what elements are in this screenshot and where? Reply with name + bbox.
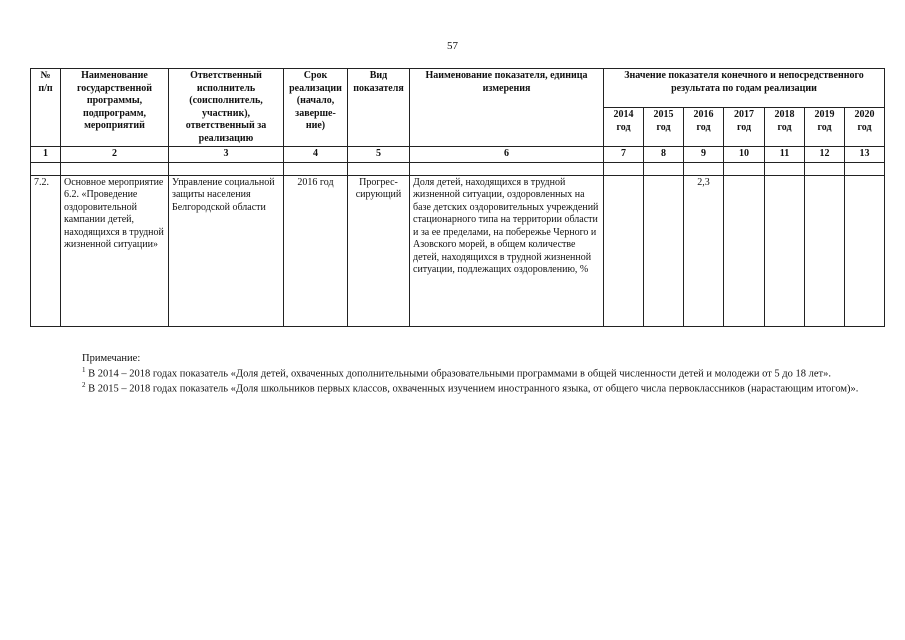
row-value-2016: 2,3 (684, 175, 724, 326)
header-type: Вид показателя (348, 69, 410, 147)
header-num: № п/п (31, 69, 61, 147)
spacer-row (31, 162, 885, 175)
column-number: 13 (845, 147, 885, 163)
header-year: 2020 год (845, 108, 885, 147)
header-year: 2014 год (604, 108, 644, 147)
column-number: 8 (644, 147, 684, 163)
row-term: 2016 год (284, 175, 348, 326)
header-row (31, 69, 885, 108)
row-indicator: Доля детей, находящихся в трудной жизненной ситуации, оздоровленных на базе детских оздоровительных учреждений стационарного типа на территории области и за ее пределами, на побережье Черного и Азовского морей, в общем количестве детей, находящихся в трудной жизненной ситуации, подлежащих оздоровлению, % (410, 175, 604, 326)
header-year: 2016 год (684, 108, 724, 147)
row-responsible: Управление социальной защиты населения Белгородской области (169, 175, 284, 326)
notes (42, 352, 880, 396)
header-indicator: Наименование показателя, единица измерения (410, 69, 604, 147)
column-number: 7 (604, 147, 644, 163)
row-value-2019 (805, 175, 845, 326)
header-name: Наименование государственной программы, подпрограмм, мероприятий (61, 69, 169, 147)
header-year: 2017 год (724, 108, 765, 147)
column-number: 3 (169, 147, 284, 163)
row-name: Основное мероприятие 6.2. «Проведение оздоровительной кампании детей, находящихся в трудной жизненной ситуации» (61, 175, 169, 326)
column-number: 6 (410, 147, 604, 163)
indicator-table (30, 68, 885, 327)
note-2-text: В 2015 – 2018 годах показатель «Доля школьников первых классов, охваченных изучением иностранного языка, от общего числа первоклассников (нарастающим итогом)». (85, 383, 859, 395)
column-number: 11 (765, 147, 805, 163)
header-values-group: Значение показателя конечного и непосредственного результата по годам реализации (604, 69, 885, 108)
column-number: 2 (61, 147, 169, 163)
column-number: 12 (805, 147, 845, 163)
row-value-2014 (604, 175, 644, 326)
table-row (31, 175, 885, 326)
note-1-text: В 2014 – 2018 годах показатель «Доля детей, охваченных дополнительными образовательными программами в общей численности детей и молодежи от 5 до 18 лет». (85, 368, 831, 380)
note-2 (42, 381, 880, 396)
column-number: 10 (724, 147, 765, 163)
column-number-row (31, 147, 885, 163)
note-1-mark: 1 (82, 365, 86, 374)
note-2-mark: 2 (82, 380, 86, 389)
header-year: 2019 год (805, 108, 845, 147)
note-1 (42, 366, 880, 381)
header-year: 2018 год (765, 108, 805, 147)
column-number: 5 (348, 147, 410, 163)
column-number: 4 (284, 147, 348, 163)
row-type: Прогрес-сирующий (348, 175, 410, 326)
header-term: Срок реализации (начало, заверше-ние) (284, 69, 348, 147)
row-value-2017 (724, 175, 765, 326)
header-responsible: Ответственный исполнитель (соисполнитель, участник), ответственный за реализацию (169, 69, 284, 147)
row-value-2018 (765, 175, 805, 326)
notes-title: Примечание: (82, 353, 141, 364)
row-num: 7.2. (31, 175, 61, 326)
row-value-2015 (644, 175, 684, 326)
column-number: 9 (684, 147, 724, 163)
row-value-2020 (845, 175, 885, 326)
column-number: 1 (31, 147, 61, 163)
header-year: 2015 год (644, 108, 684, 147)
page-number: 57 (447, 40, 458, 52)
